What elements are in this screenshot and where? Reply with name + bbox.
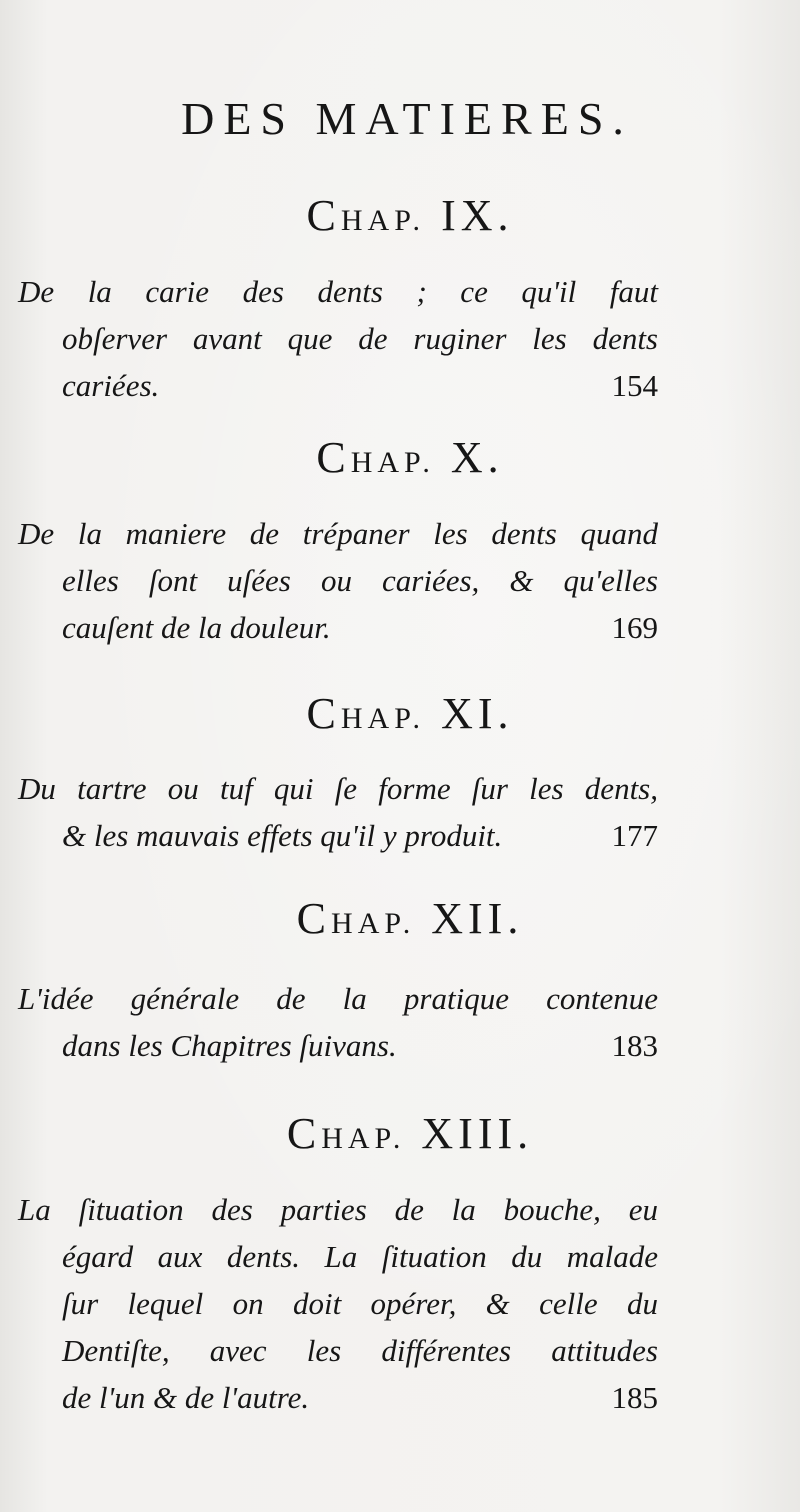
entry-line: égard aux dents. La ſituation du malade	[62, 1239, 658, 1274]
entry-line: De la maniere de trépaner les dents quand	[18, 516, 658, 551]
chapter-label: HAP.	[321, 1122, 406, 1155]
chapter-heading	[0, 190, 800, 241]
chapter-cap: C	[306, 689, 341, 738]
entry-line: dans les Chapitres ſuivans.	[62, 1028, 397, 1063]
entry-line: L'idée générale de la pratique contenue	[18, 981, 658, 1016]
entry-last-line	[18, 1022, 658, 1069]
entry-last-line	[18, 604, 658, 651]
toc-entry	[18, 510, 658, 651]
chapter-heading	[0, 1108, 800, 1159]
page-number: 169	[611, 610, 658, 645]
chapter-heading	[0, 893, 800, 944]
entry-line: ſur lequel on doit opérer, & celle du	[62, 1286, 658, 1321]
entry-last-line	[18, 812, 658, 859]
toc-entry	[18, 975, 658, 1069]
chapter-cap: C	[316, 433, 351, 482]
chapter-label: HAP.	[350, 446, 435, 479]
entry-last-line	[18, 1374, 658, 1421]
entry-line: de l'un & de l'autre.	[62, 1380, 310, 1415]
chapter-label: HAP.	[340, 702, 426, 735]
chapter-label: HAP.	[340, 204, 426, 237]
chapter-cap: C	[306, 191, 341, 240]
entry-line: Dentiſte, avec les différentes attitudes	[62, 1333, 658, 1368]
chapter-number: IX.	[441, 191, 514, 240]
chapter-label: HAP.	[331, 907, 416, 940]
entry-line: cauſent de la douleur.	[62, 610, 331, 645]
page-number: 183	[611, 1028, 658, 1063]
entry-line: De la carie des dents ; ce qu'il faut	[18, 274, 658, 309]
chapter-number: XII.	[431, 894, 524, 943]
chapter-cap: C	[296, 894, 332, 943]
page-number: 177	[611, 818, 658, 853]
entry-line: obſerver avant que de ruginer les dents	[62, 321, 658, 356]
entry-line: cariées.	[62, 368, 160, 403]
entry-line: elles ſont uſées ou cariées, & qu'elles	[62, 563, 658, 598]
running-head: DES MATIERES.	[181, 93, 633, 144]
chapter-number: X.	[450, 433, 504, 482]
chapter-heading	[0, 432, 800, 483]
toc-entry	[18, 1186, 658, 1421]
chapter-heading	[0, 688, 800, 739]
toc-entry	[18, 765, 658, 859]
entry-line: Du tartre ou tuf qui ſe forme ſur les dents,	[18, 771, 658, 806]
chapter-cap: C	[286, 1109, 322, 1158]
entry-line: & les mauvais effets qu'il y produit.	[62, 818, 503, 853]
chapter-number: XIII.	[421, 1109, 534, 1158]
chapter-number: XI.	[441, 689, 514, 738]
entry-last-line	[18, 362, 658, 409]
page-number: 154	[611, 368, 658, 403]
entry-line: La ſituation des parties de la bouche, eu	[18, 1192, 658, 1227]
toc-entry	[18, 268, 658, 409]
page-number: 185	[611, 1380, 658, 1415]
